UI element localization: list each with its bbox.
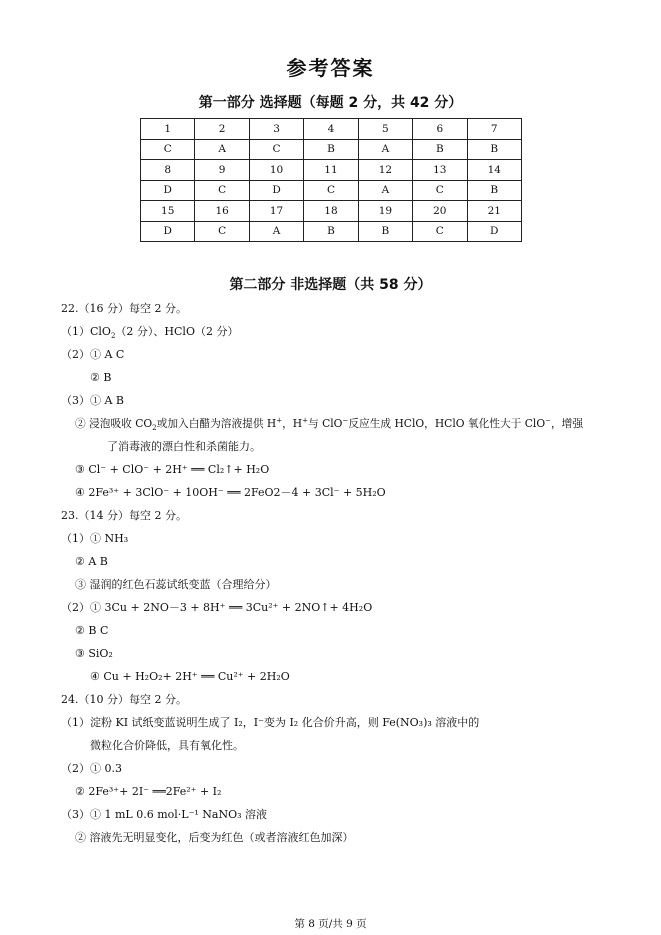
part1-heading: 第一部分 选择题（每题 2 分，共 42 分） <box>198 95 463 111</box>
q22-answer-3c: ③ Cl⁻ + ClO⁻ + 2H⁺ ══ Cl₂↑+ H₂O <box>75 463 270 476</box>
table-row <box>141 180 522 201</box>
q24-heading: 24.（10 分）每空 2 分。 <box>61 693 187 706</box>
q23-answer-2a: （2）① 3Cu + 2NO－3 + 8H⁺ ══ 3Cu²⁺ + 2NO↑+ 4H₂O <box>61 601 373 614</box>
table-cell: B <box>413 139 467 160</box>
page-footer: 第 8 页/共 9 页 <box>294 918 367 930</box>
q24-answer-3b: ② 溶液先无明显变化，后变为红色（或者溶液红色加深） <box>75 831 354 844</box>
table-cell: C <box>413 221 467 242</box>
table-cell: D <box>467 221 521 242</box>
table-cell: 3 <box>249 119 303 140</box>
table-cell: 15 <box>141 201 195 222</box>
table-row <box>141 201 522 222</box>
q22-answer-3d: ④ 2Fe³⁺ + 3ClO⁻ + 10OH⁻ ══ 2FeO2－4 + 3Cl⁻ + 5H₂O <box>75 486 386 499</box>
table-cell: 10 <box>249 160 303 181</box>
q22-heading: 22.（16 分）每空 2 分。 <box>61 302 187 315</box>
q24-answer-3a: （3）① 1 mL 0.6 mol·L⁻¹ NaNO₃ 溶液 <box>61 808 268 821</box>
table-row <box>141 160 522 181</box>
table-cell: 19 <box>358 201 412 222</box>
q23-answer-1c: ③ 湿润的红色石蕊试纸变蓝（合理给分） <box>75 578 277 591</box>
table-cell: 7 <box>467 119 521 140</box>
q23-answer-1a: （1）① NH₃ <box>61 532 129 545</box>
q22-answer-3b-cont: 了消毒液的漂白性和杀菌能力。 <box>107 440 261 453</box>
table-cell: 6 <box>413 119 467 140</box>
table-cell: 9 <box>195 160 249 181</box>
table-cell: 20 <box>413 201 467 222</box>
table-cell: A <box>195 139 249 160</box>
table-cell: B <box>467 180 521 201</box>
table-cell: D <box>249 180 303 201</box>
table-cell: C <box>249 139 303 160</box>
q22-answer-1: （1）ClO$_2$（2 分）、HClO（2 分） <box>61 325 239 341</box>
table-cell: 21 <box>467 201 521 222</box>
table-cell: C <box>304 180 358 201</box>
table-cell: C <box>195 221 249 242</box>
q24-answer-1-cont: 微粒化合价降低，具有氧化性。 <box>90 739 244 752</box>
table-cell: D <box>141 180 195 201</box>
q24-answer-2b: ② 2Fe³⁺+ 2I⁻ ══2Fe²⁺ + I₂ <box>75 785 222 798</box>
answer-table <box>140 118 522 242</box>
table-cell: A <box>358 139 412 160</box>
table-row <box>141 119 522 140</box>
table-cell: D <box>141 221 195 242</box>
table-cell: 12 <box>358 160 412 181</box>
q23-heading: 23.（14 分）每空 2 分。 <box>61 509 187 522</box>
q23-answer-1b: ② A B <box>75 555 108 568</box>
table-cell: 1 <box>141 119 195 140</box>
table-cell: 16 <box>195 201 249 222</box>
table-cell: 17 <box>249 201 303 222</box>
table-cell: 2 <box>195 119 249 140</box>
table-cell: A <box>249 221 303 242</box>
table-cell: B <box>304 221 358 242</box>
table-row <box>141 221 522 242</box>
table-cell: 13 <box>413 160 467 181</box>
table-cell: 14 <box>467 160 521 181</box>
table-cell: C <box>195 180 249 201</box>
q24-answer-2a: （2）① 0.3 <box>61 762 122 775</box>
table-cell: B <box>304 139 358 160</box>
table-cell: 4 <box>304 119 358 140</box>
table-cell: 8 <box>141 160 195 181</box>
q22-answer-3b: ② 浸泡吸收 $CO_2$或加入白醋为溶液提供 H+，H+与 ClO−反应生成 HClO，HClO 氧化性大于 ClO−，增强 <box>75 416 584 433</box>
table-cell: B <box>467 139 521 160</box>
q22-answer-2a: （2）① A C <box>61 348 125 361</box>
table-row <box>141 139 522 160</box>
part2-heading: 第二部分 非选择题（共 58 分） <box>229 277 432 293</box>
q24-answer-1: （1）淀粉 KI 试纸变蓝说明生成了 I₂，I⁻变为 I₂ 化合价升高，则 Fe(NO₃)₃ 溶液中的 <box>61 716 480 729</box>
q22-answer-3a: （3）① A B <box>61 394 125 407</box>
q23-answer-2b: ② B C <box>75 624 109 637</box>
table-cell: 11 <box>304 160 358 181</box>
q22-answer-2b: ② B <box>90 371 112 384</box>
q23-answer-2c: ③ SiO₂ <box>75 647 113 660</box>
q23-answer-2d: ④ Cu + H₂O₂+ 2H⁺ ══ Cu²⁺ + 2H₂O <box>90 670 290 683</box>
table-cell: B <box>358 221 412 242</box>
table-cell: 5 <box>358 119 412 140</box>
table-cell: C <box>413 180 467 201</box>
table-cell: 18 <box>304 201 358 222</box>
table-cell: C <box>141 139 195 160</box>
table-cell: A <box>358 180 412 201</box>
page-title: 参考答案 <box>286 56 375 80</box>
